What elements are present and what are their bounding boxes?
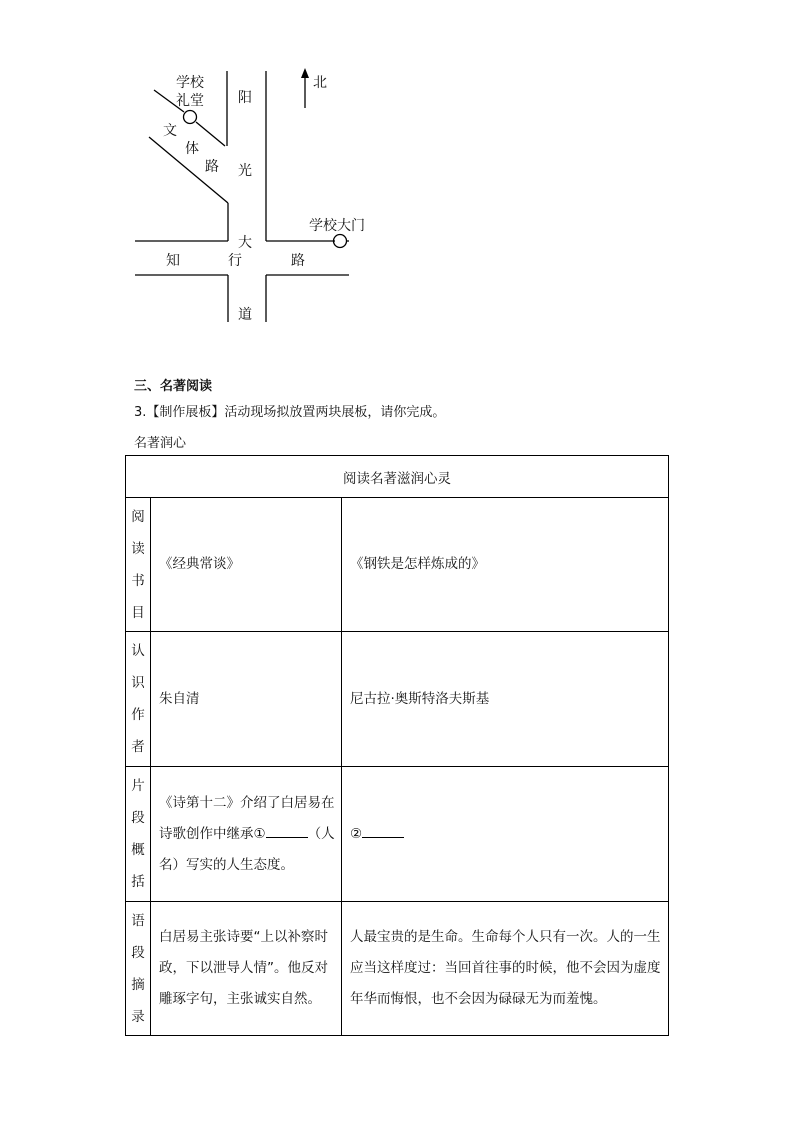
school-hall-marker	[184, 111, 197, 124]
summary-right-marker: ②	[350, 825, 363, 842]
wenti-road-char-3: 路	[205, 159, 219, 175]
avenue-char-3: 大	[238, 235, 252, 251]
summary-left-text-a: 《诗第十二》介绍了白居易在诗歌创作中继承①	[159, 794, 335, 842]
summary-left-text-b: （人名）写实的人生态度。	[159, 825, 335, 873]
table-row	[126, 767, 669, 902]
board-name: 名著润心	[134, 436, 187, 451]
wenti-road-char-2: 体	[185, 141, 199, 157]
row-label-summary: 片 段 概 括	[126, 767, 151, 902]
table-row	[126, 902, 669, 1036]
school-gate-marker	[334, 235, 347, 248]
avenue-char-1: 阳	[238, 90, 252, 106]
reading-board-table	[125, 455, 669, 1036]
wenti-road-char-1: 文	[163, 123, 177, 139]
author-right: 尼古拉·奥斯特洛夫斯基	[342, 632, 669, 767]
campus-map	[0, 0, 794, 340]
school-gate-label: 学校大门	[309, 218, 365, 234]
row-label-author: 认 识 作 者	[126, 632, 151, 767]
table-row	[126, 632, 669, 767]
row-label-excerpt: 语 段 摘 录	[126, 902, 151, 1036]
author-left: 朱自清	[151, 632, 342, 767]
excerpt-right: 人最宝贵的是生命。生命每个人只有一次。人的一生应当这样度过：当回首往事的时候，他不会因为虚度年华而悔恨，也不会因为碌碌无为而羞愧。	[342, 902, 669, 1036]
avenue-char-4: 道	[238, 307, 252, 323]
summary-left	[151, 767, 342, 902]
question-text: 3.【制作展板】活动现场拟放置两块展板，请你完成。	[134, 405, 446, 420]
table-row	[126, 498, 669, 632]
north-label: 北	[313, 75, 327, 91]
map-roads	[0, 0, 794, 340]
school-hall-label-2: 礼堂	[176, 93, 204, 109]
row-label-books: 阅 读 书 目	[126, 498, 151, 632]
book-right: 《钢铁是怎样炼成的》	[342, 498, 669, 632]
book-left: 《经典常谈》	[151, 498, 342, 632]
wenti-road-edge-upper-2	[196, 122, 225, 146]
section-title: 三、名著阅读	[134, 379, 213, 394]
answer-blank-2[interactable]	[362, 823, 404, 838]
north-arrow-icon	[301, 68, 309, 78]
avenue-char-2: 光	[238, 163, 252, 179]
zhixing-road-char-1: 知	[166, 253, 180, 269]
answer-blank-1[interactable]	[266, 823, 308, 838]
summary-right	[342, 767, 669, 902]
school-hall-label-1: 学校	[176, 75, 204, 91]
board-header: 阅读名著滋润心灵	[126, 456, 669, 498]
zhixing-road-char-2: 行	[228, 253, 242, 269]
excerpt-left: 白居易主张诗要“上以补察时政，下以泄导人情”。他反对雕琢字句，主张诚实自然。	[151, 902, 342, 1036]
zhixing-road-char-3: 路	[291, 253, 305, 269]
